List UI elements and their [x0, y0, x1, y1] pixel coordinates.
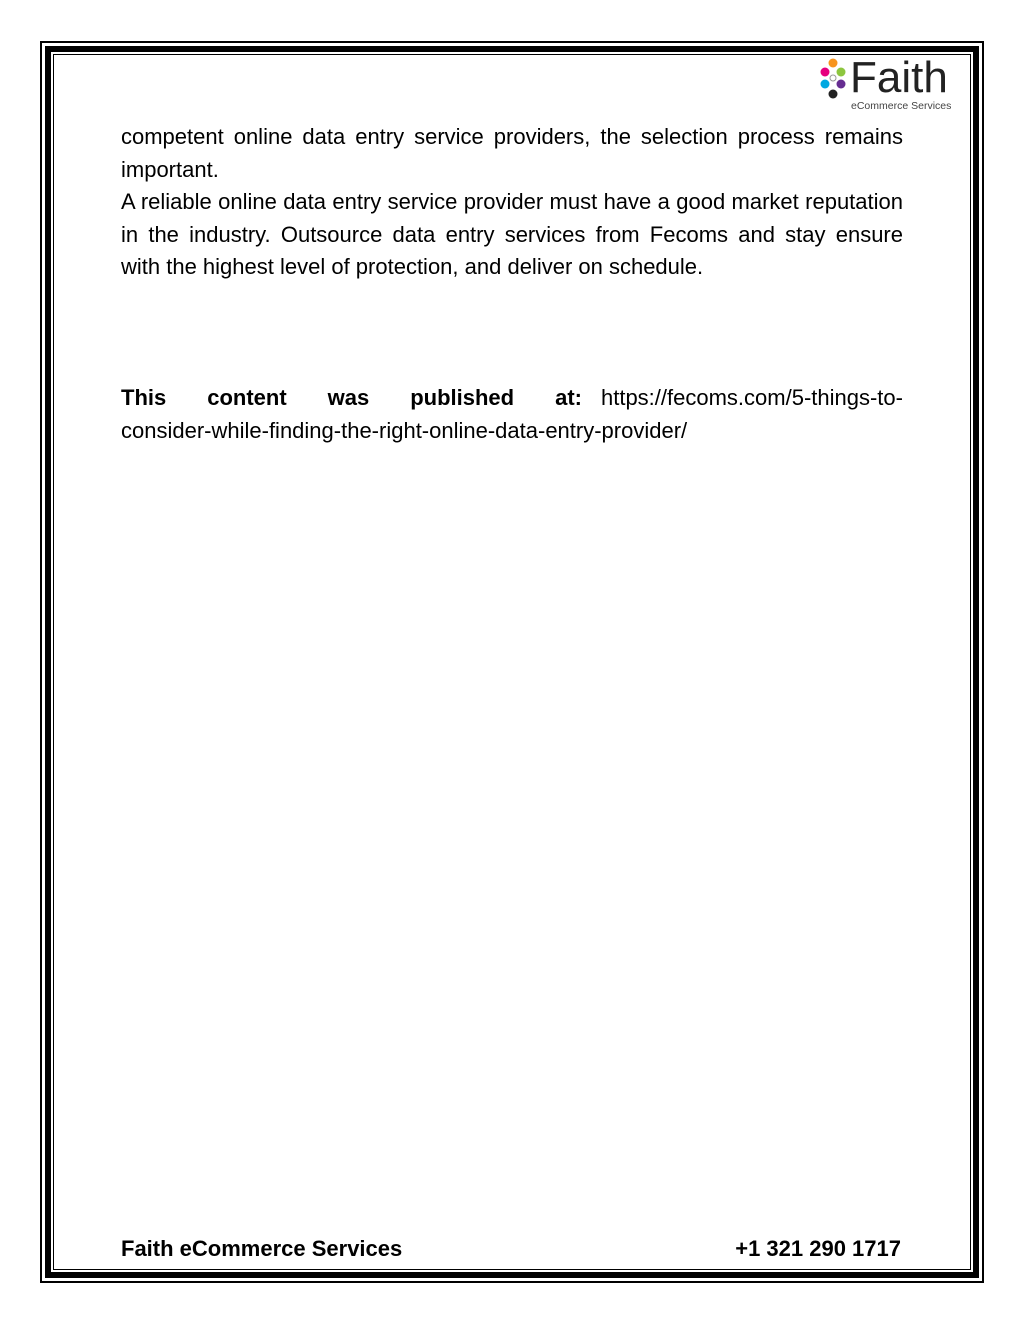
logo-tagline: eCommerce Services: [851, 100, 952, 112]
body-text: [121, 121, 903, 284]
paragraph-2: A reliable online data entry service provider must have a good market reputation in the industry. Outsource data entry services from Fecoms and stay ensure with the highest level of protection, and deliver on schedule.: [121, 189, 903, 279]
logo-wordmark: Faith: [850, 53, 948, 102]
published-label: This content was published at:: [121, 385, 582, 410]
paragraph-1: competent online data entry service providers, the selection process remains important.: [121, 124, 903, 182]
faith-logo: [818, 53, 968, 114]
published-notice: [121, 382, 903, 447]
flower-icon: [818, 56, 848, 104]
published-url[interactable]: https://fecoms.com/5-things-to-consider-while-finding-the-right-online-data-entry-provider/: [121, 385, 903, 443]
footer-company: Faith eCommerce Services: [121, 1236, 403, 1261]
footer-phone: +1 321 290 1717: [735, 1236, 901, 1261]
